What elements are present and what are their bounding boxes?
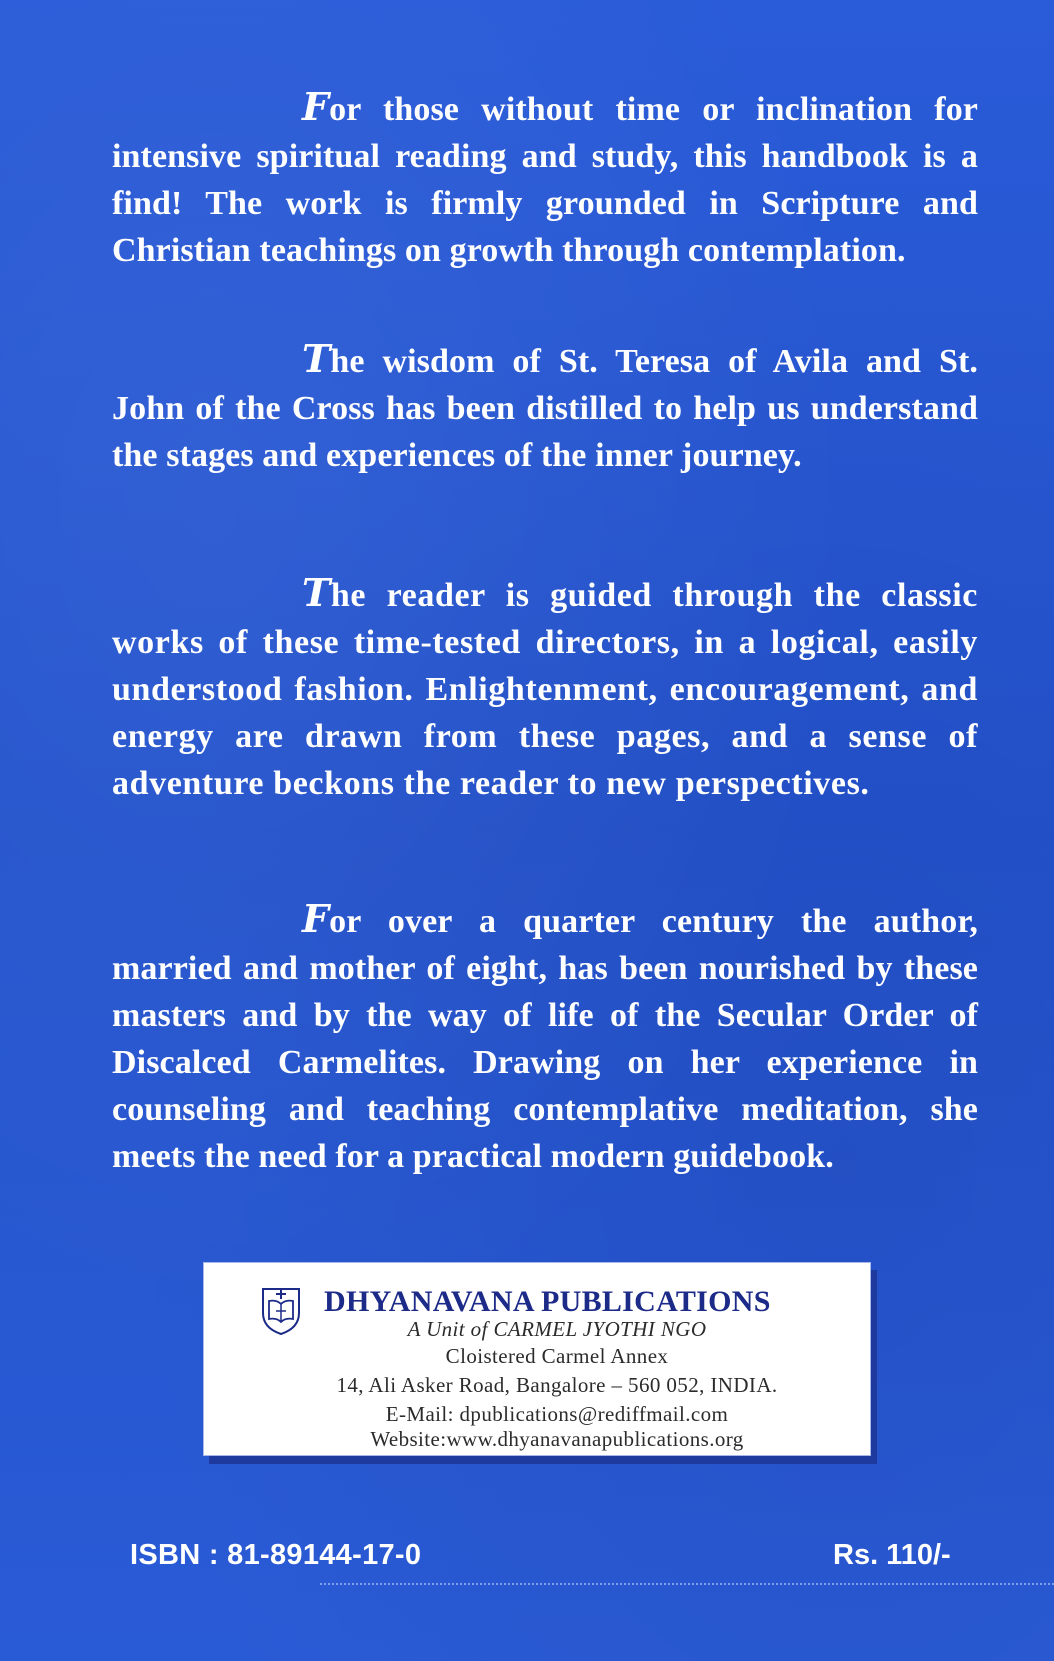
paragraph-initial: T (302, 570, 331, 615)
publisher-name: DHYANAVANA PUBLICATIONS (324, 1285, 771, 1318)
publisher-unit: A Unit of CARMEL JYOTHI NGO (407, 1317, 707, 1341)
publisher-annex: Cloistered Carmel Annex (445, 1344, 669, 1368)
publisher-email: E-Mail: dpublications@rediffmail.com (385, 1402, 729, 1426)
publisher-website: Website:www.dhyanavanapublications.org (370, 1427, 744, 1451)
blurb-paragraph-3 (112, 569, 978, 807)
paragraph-text: he wisdom of St. Teresa of Avila and St. John of the Cross has been distilled to help us understand the stages and experiences of the inner journey. (112, 343, 978, 474)
paragraph-text: or over a quarter century the author, married and mother of eight, has been nourished by these masters and by the way of life of the Secular Order of Discalced Carmelites. Drawing on her experience in counseling and teaching contemplative meditation, she meets the need for a practical modern guidebook. (112, 903, 978, 1175)
blurb-paragraph-1 (112, 83, 978, 274)
paragraph-text: he reader is guided through the classic works of these time-tested directors, in a logical, easily understood fashion. Enlightenment, encouragement, and energy are drawn from these pages, and a sense of adventure beckons the reader to new perspectives. (112, 577, 978, 802)
blurb-paragraph-2 (112, 335, 978, 479)
bottom-divider (320, 1583, 1054, 1585)
publisher-box (203, 1262, 871, 1456)
paragraph-initial: T (302, 336, 331, 381)
paragraph-initial: F (302, 896, 330, 941)
publisher-address: 14, Ali Asker Road, Bangalore – 560 052, INDIA. (336, 1373, 778, 1397)
blurb-paragraph-4 (112, 895, 978, 1180)
paragraph-text: or those without time or inclination for intensive spiritual reading and study, this handbook is a find! The work is firmly grounded in Scripture and Christian teachings on growth through contemplation. (112, 91, 978, 269)
isbn-label: ISBN : 81-89144-17-0 (130, 1539, 422, 1571)
price-label: Rs. 110/- (833, 1539, 951, 1571)
paragraph-initial: F (302, 84, 330, 129)
